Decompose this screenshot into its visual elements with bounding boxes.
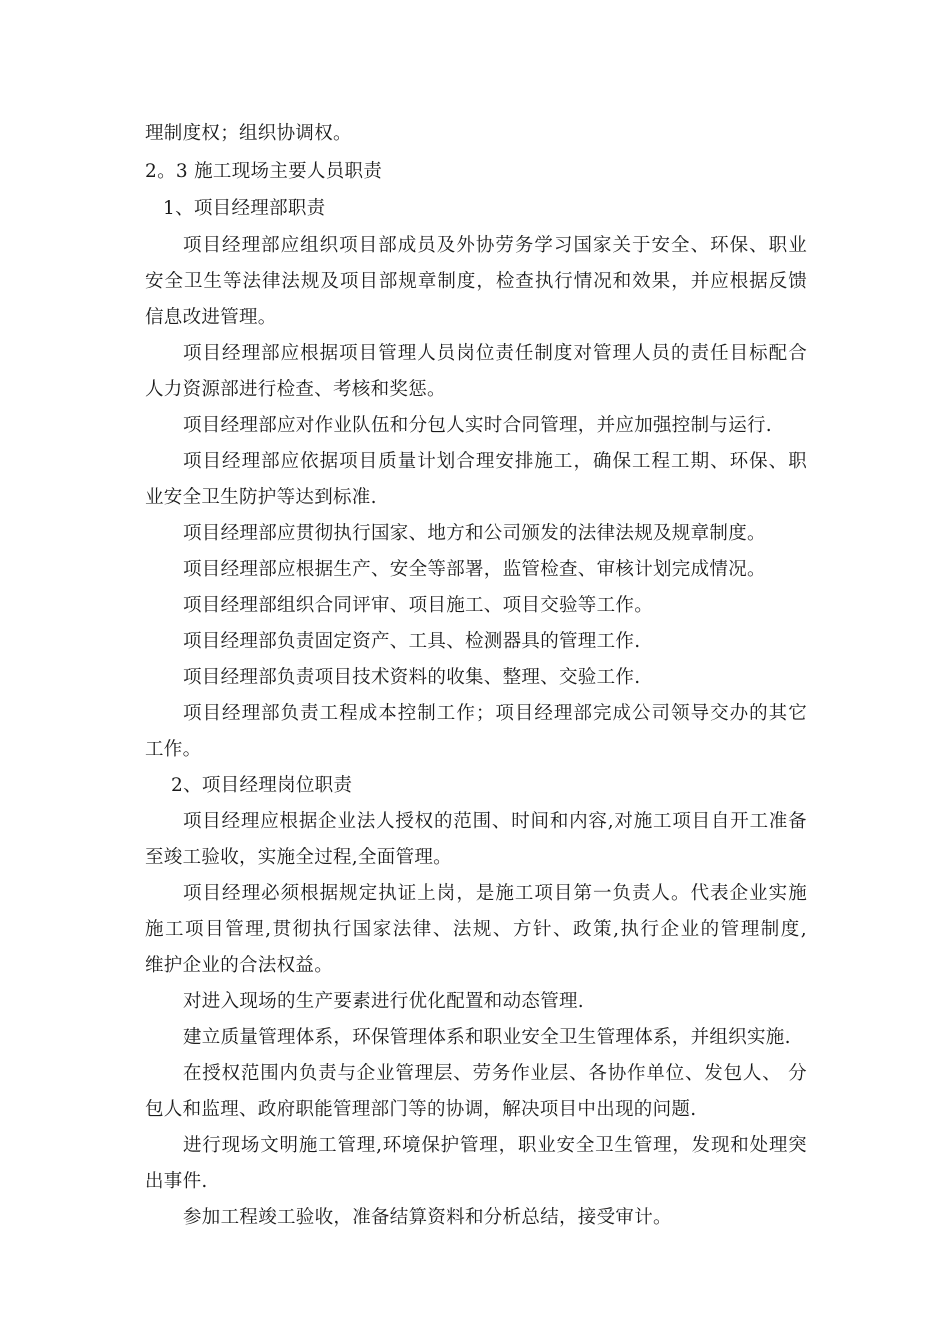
paragraph-line: 信息改进管理。	[145, 307, 277, 328]
paragraph-line: 项目经理部应组织项目部成员及外协劳务学习国家关于安全、环保、职业	[183, 235, 807, 256]
paragraph-line: 安全卫生等法律法规及项目部规章制度，检查执行情况和效果，并应根据反馈	[145, 271, 807, 292]
paragraph-line: 建立质量管理体系，环保管理体系和职业安全卫生管理体系，并组织实施.	[183, 1027, 791, 1048]
subsection-heading: 1、项目经理部职责	[163, 198, 326, 219]
paragraph-line: 参加工程竣工验收，准备结算资料和分析总结，接受审计。	[183, 1207, 672, 1228]
paragraph-line: 项目经理部负责固定资产、工具、检测器具的管理工作.	[183, 631, 641, 652]
paragraph-line: 项目经理部应根据生产、安全等部署，监管检查、审核计划完成情况。	[183, 559, 766, 580]
paragraph-line: 项目经理部负责工程成本控制工作；项目经理部完成公司领导交办的其它	[183, 703, 807, 724]
paragraph-line: 人力资源部进行检查、考核和奖惩。	[145, 379, 446, 400]
paragraph-line: 进行现场文明施工管理,环境保护管理，职业安全卫生管理，发现和处理突	[183, 1135, 807, 1156]
paragraph-line: 在授权范围内负责与企业管理层、劳务作业层、各协作单位、发包人、 分	[183, 1063, 807, 1084]
section-heading: 2。3 施工现场主要人员职责	[145, 161, 383, 182]
paragraph-line: 项目经理应根据企业法人授权的范围、时间和内容,对施工项目自开工准备	[183, 811, 807, 832]
paragraph-line: 维护企业的合法权益。	[145, 955, 334, 976]
paragraph-line: 项目经理部应对作业队伍和分包人实时合同管理，并应加强控制与运行.	[183, 415, 772, 436]
paragraph-line: 对进入现场的生产要素进行优化配置和动态管理.	[183, 991, 584, 1012]
paragraph-line: 项目经理部应根据项目管理人员岗位责任制度对管理人员的责任目标配合	[183, 343, 807, 364]
paragraph-line: 业安全卫生防护等达到标准.	[145, 487, 377, 508]
paragraph-line: 项目经理部组织合同评审、项目施工、项目交验等工作。	[183, 595, 654, 616]
paragraph-line: 出事件.	[145, 1171, 208, 1192]
paragraph-line: 项目经理部应贯彻执行国家、地方和公司颁发的法律法规及规章制度。	[183, 523, 766, 544]
paragraph-line: 包人和监理、政府职能管理部门等的协调，解决项目中出现的问题.	[145, 1099, 697, 1120]
paragraph-line: 项目经理必须根据规定执证上岗，是施工项目第一负责人。代表企业实施	[183, 883, 807, 904]
paragraph-line: 工作。	[145, 739, 202, 760]
paragraph-line: 项目经理部负责项目技术资料的收集、整理、交验工作.	[183, 667, 641, 688]
paragraph-line: 至竣工验收，实施全过程,全面管理。	[145, 847, 452, 868]
paragraph-line: 施工项目管理,贯彻执行国家法律、法规、方针、政策,执行企业的管理制度,	[145, 919, 807, 940]
paragraph-line: 项目经理部应依据项目质量计划合理安排施工，确保工程工期、环保、职	[183, 451, 807, 472]
subsection-heading: 2、项目经理岗位职责	[171, 775, 353, 796]
text-line: 理制度权；组织协调权。	[145, 123, 352, 144]
